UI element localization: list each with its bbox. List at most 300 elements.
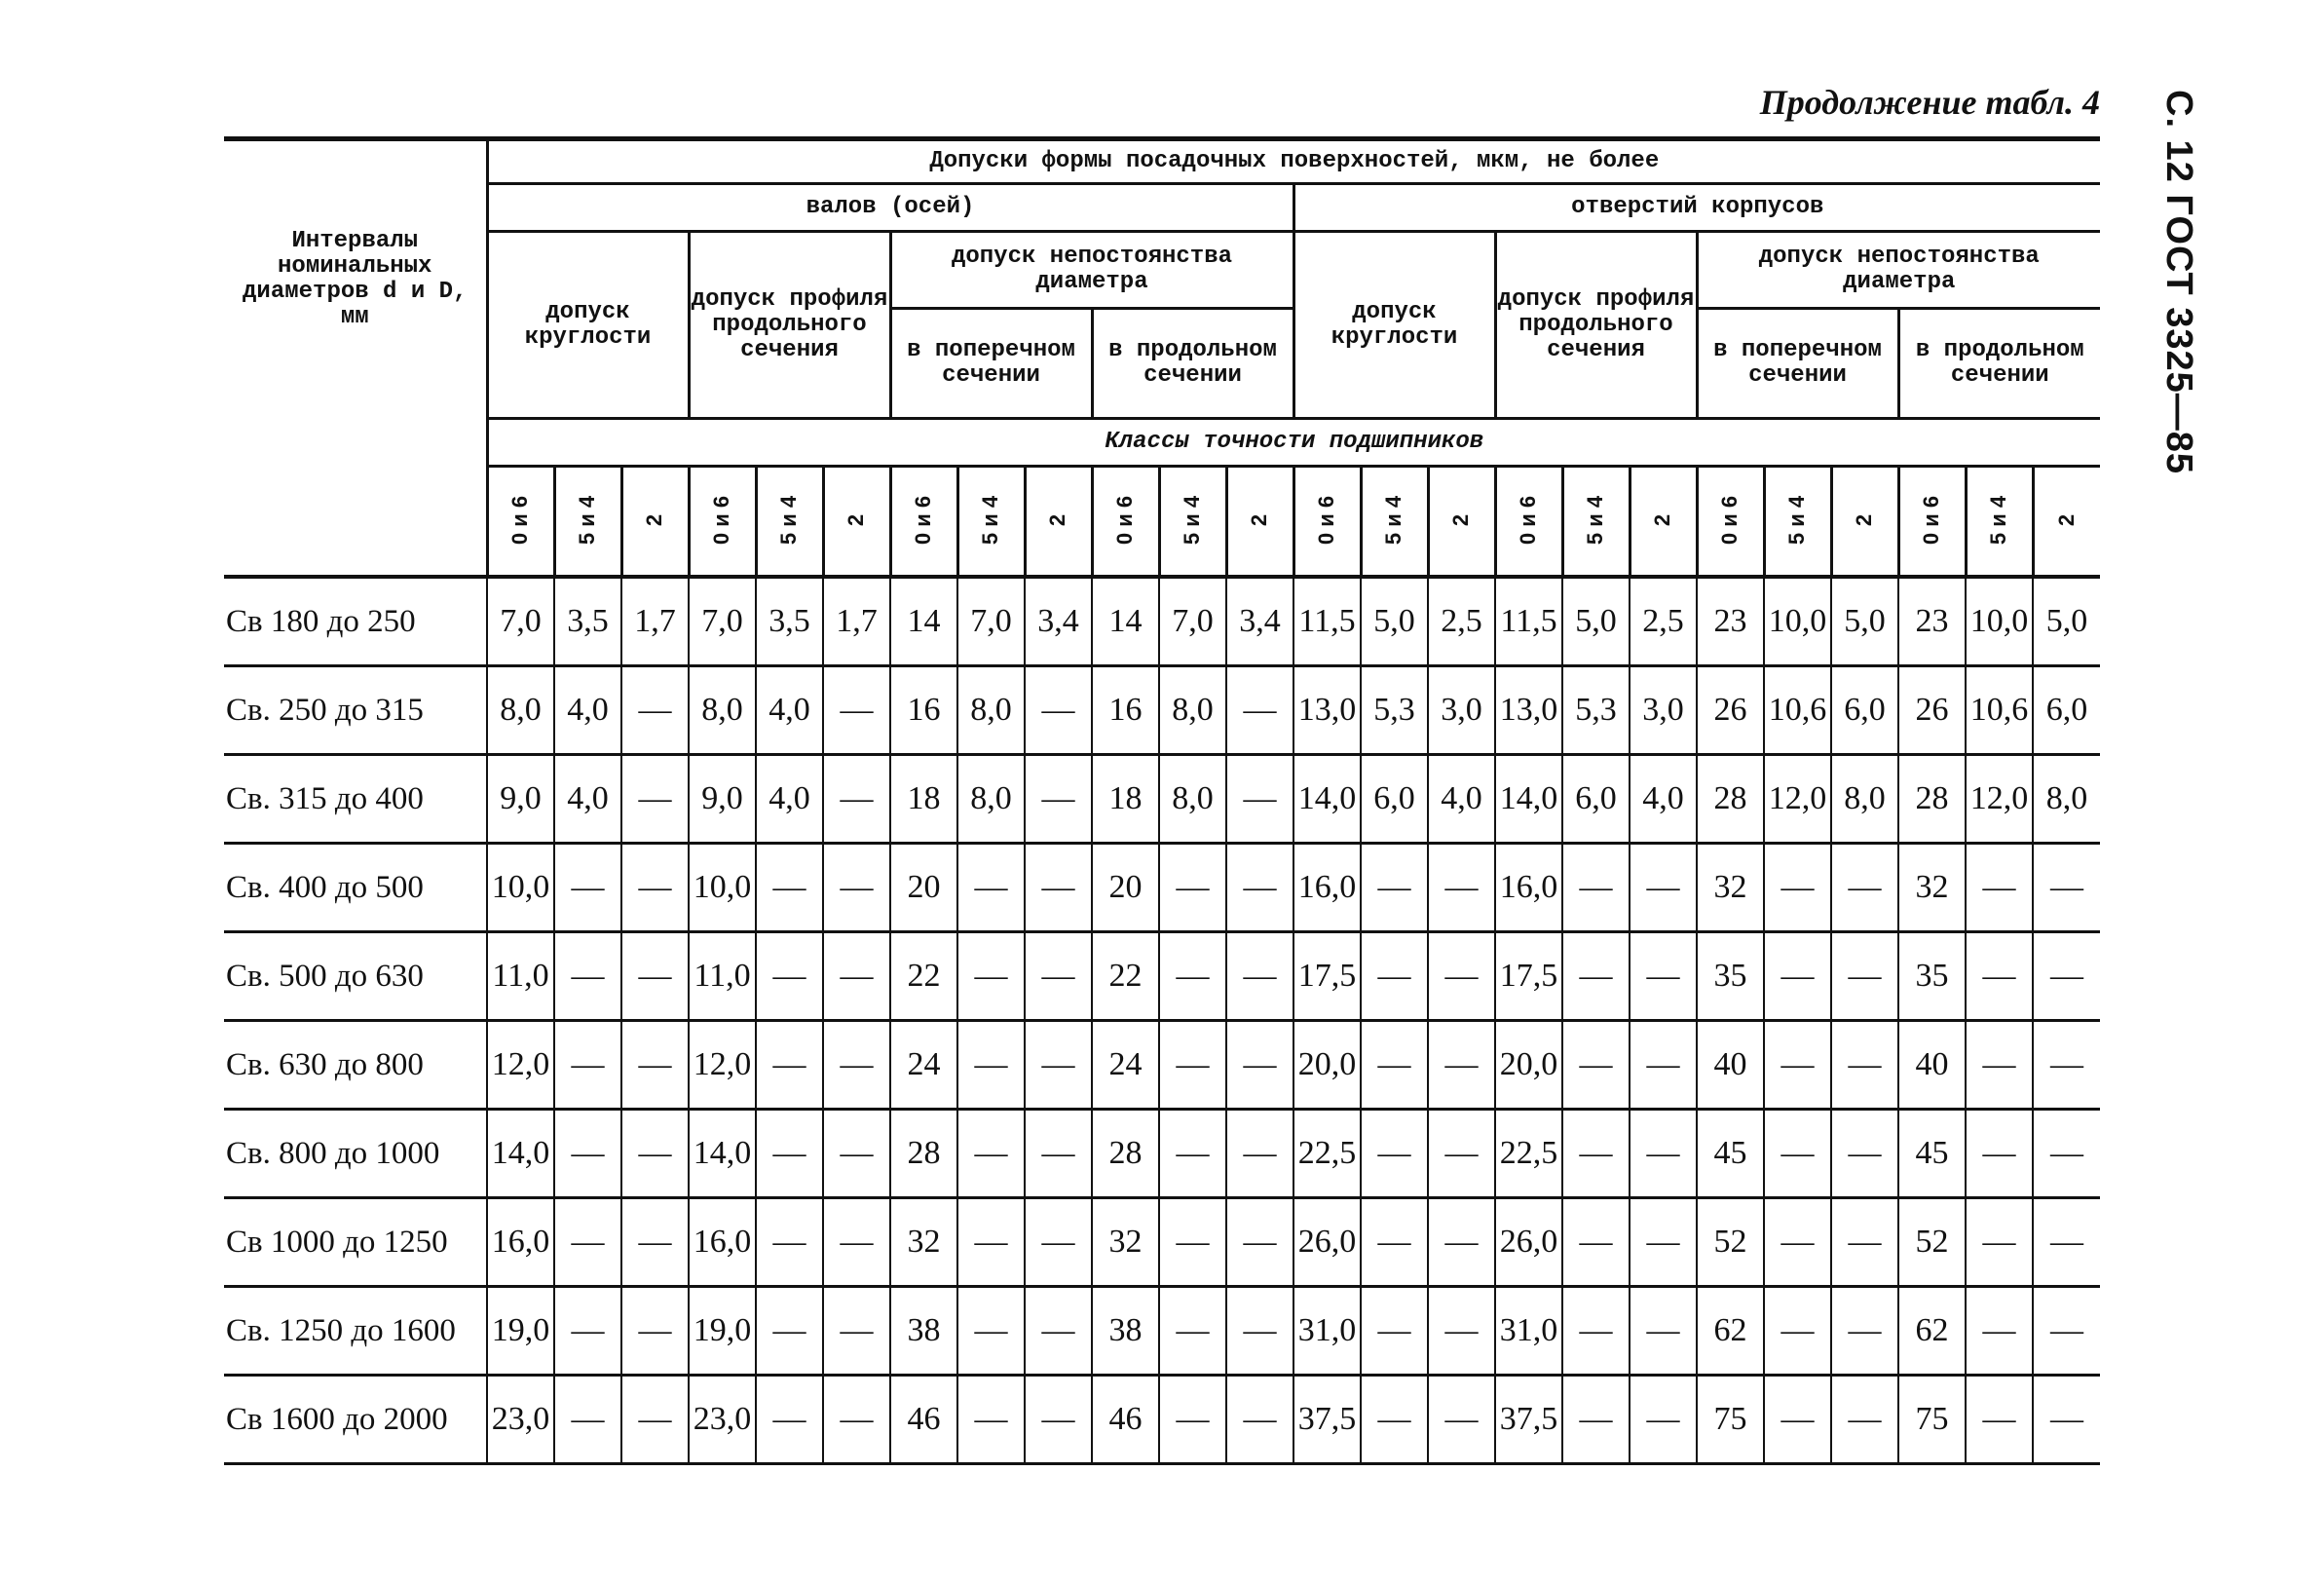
classes-header: Классы точности подшипников <box>487 419 2100 467</box>
table-cell: — <box>1831 1376 1898 1464</box>
table-cell: 28 <box>1898 755 1966 844</box>
table-cell: — <box>823 1110 890 1198</box>
table-cell: — <box>621 755 689 844</box>
table-cell: 18 <box>890 755 957 844</box>
table-cell: 16,0 <box>689 1198 756 1287</box>
hole-roundness-header: допуск круглости <box>1293 232 1495 419</box>
table-cell: 32 <box>1092 1198 1159 1287</box>
table-cell: 6,0 <box>1831 666 1898 755</box>
table-cell: 32 <box>890 1198 957 1287</box>
table-cell: — <box>1966 1376 2033 1464</box>
class-label-cell <box>689 467 756 578</box>
table-cell: 37,5 <box>1293 1376 1361 1464</box>
table-cell: — <box>1025 755 1092 844</box>
row-interval-label: Св. 250 до 315 <box>224 666 487 755</box>
class-label-cell <box>2033 467 2100 578</box>
table-cell: — <box>1159 1376 1226 1464</box>
class-label-cell <box>1697 467 1764 578</box>
table-cell: — <box>1159 1287 1226 1376</box>
table-cell: — <box>957 1198 1025 1287</box>
table-cell: — <box>621 932 689 1021</box>
table-cell: 26,0 <box>1293 1198 1361 1287</box>
table-cell: — <box>1764 844 1831 932</box>
shaft-roundness-header: допуск круглости <box>487 232 689 419</box>
class-label: 0 и 6 <box>709 495 734 546</box>
table-cell: — <box>1159 1198 1226 1287</box>
table-cell: — <box>2033 1110 2100 1198</box>
intervals-spacer <box>224 419 487 467</box>
table-cell: — <box>2033 844 2100 932</box>
table-cell: 18 <box>1092 755 1159 844</box>
table-cell: — <box>756 844 823 932</box>
table-cell: 35 <box>1697 932 1764 1021</box>
table-cell: 20,0 <box>1293 1021 1361 1110</box>
table-cell: — <box>1764 1110 1831 1198</box>
class-label-cell <box>554 467 621 578</box>
table-cell: 10,0 <box>487 844 554 932</box>
table-cell: 46 <box>1092 1376 1159 1464</box>
table-cell: 14 <box>890 577 957 666</box>
table-cell: 26,0 <box>1495 1198 1562 1287</box>
table-cell: 2,5 <box>1630 577 1697 666</box>
table-cell: — <box>1966 1198 2033 1287</box>
table-cell: 4,0 <box>756 666 823 755</box>
class-label: 0 и 6 <box>1314 495 1339 546</box>
table-cell: — <box>554 1376 621 1464</box>
table-cell: 23 <box>1898 577 1966 666</box>
table-cell: — <box>1831 844 1898 932</box>
class-label: 0 и 6 <box>1112 495 1138 546</box>
table-cell: 28 <box>890 1110 957 1198</box>
class-label-cell <box>1562 467 1630 578</box>
table-cell: — <box>1562 932 1630 1021</box>
table-cell: — <box>756 1287 823 1376</box>
class-label-cell <box>621 467 689 578</box>
table-cell: — <box>554 932 621 1021</box>
table-cell: — <box>1562 844 1630 932</box>
shaft-cross-section-header: в поперечном сечении <box>890 309 1092 419</box>
table-cell: 1,7 <box>621 577 689 666</box>
table-cell: 4,0 <box>554 755 621 844</box>
table-cell: 75 <box>1898 1376 1966 1464</box>
table-cell: 11,0 <box>689 932 756 1021</box>
page-side-label: С. 12 ГОСТ 3325—85 <box>2158 90 2199 475</box>
table-cell: 12,0 <box>487 1021 554 1110</box>
table-cell: 6,0 <box>2033 666 2100 755</box>
row-interval-label: Св 180 до 250 <box>224 577 487 666</box>
table-cell: 16,0 <box>1293 844 1361 932</box>
class-label: 2 <box>1448 513 1474 527</box>
table-cell: — <box>1831 1198 1898 1287</box>
class-label: 2 <box>642 513 667 527</box>
table-cell: — <box>1764 1021 1831 1110</box>
table-cell: 37,5 <box>1495 1376 1562 1464</box>
table-cell: — <box>1966 844 2033 932</box>
table-cell: — <box>957 844 1025 932</box>
table-row <box>224 1021 2100 1110</box>
row-interval-label: Св. 315 до 400 <box>224 755 487 844</box>
table-cell: 10,6 <box>1764 666 1831 755</box>
class-label: 0 и 6 <box>507 495 533 546</box>
table-cell: — <box>823 755 890 844</box>
class-label-cell <box>1092 467 1159 578</box>
table-cell: — <box>957 1021 1025 1110</box>
class-label-cell <box>1630 467 1697 578</box>
class-label-cell <box>756 467 823 578</box>
table-cell: — <box>1025 932 1092 1021</box>
table-cell: — <box>554 844 621 932</box>
table-cell: — <box>756 1110 823 1198</box>
table-cell: — <box>1226 1021 1293 1110</box>
table-cell: 46 <box>890 1376 957 1464</box>
row-interval-label: Св. 400 до 500 <box>224 844 487 932</box>
table-cell: 31,0 <box>1293 1287 1361 1376</box>
table-cell: 22 <box>890 932 957 1021</box>
table-cell: 40 <box>1898 1021 1966 1110</box>
table-cell: — <box>1966 932 2033 1021</box>
table-row <box>224 1110 2100 1198</box>
table-cell: — <box>1428 1110 1495 1198</box>
hole-profile-header: допуск профиля продольного сечения <box>1495 232 1697 419</box>
table-cell: — <box>1226 1287 1293 1376</box>
table-cell: 23,0 <box>689 1376 756 1464</box>
table-cell: 3,5 <box>554 577 621 666</box>
table-cell: 7,0 <box>1159 577 1226 666</box>
table-cell: 8,0 <box>487 666 554 755</box>
table-cell: 14,0 <box>1495 755 1562 844</box>
table-cell: 32 <box>1898 844 1966 932</box>
table-cell: — <box>1966 1110 2033 1198</box>
table-cell: — <box>823 1198 890 1287</box>
class-label-cell <box>1831 467 1898 578</box>
table-cell: — <box>1428 1021 1495 1110</box>
class-label-cell <box>1764 467 1831 578</box>
table-cell: — <box>1361 1376 1428 1464</box>
shaft-profile-header: допуск профиля продольного сечения <box>689 232 890 419</box>
table-cell: — <box>1159 844 1226 932</box>
table-cell: — <box>1764 932 1831 1021</box>
class-label: 0 и 6 <box>911 495 936 546</box>
table-cell: 11,0 <box>487 932 554 1021</box>
table-cell: — <box>1025 1376 1092 1464</box>
class-label-cell <box>487 467 554 578</box>
table-row <box>224 666 2100 755</box>
table-cell: 24 <box>890 1021 957 1110</box>
table-cell: 1,7 <box>823 577 890 666</box>
table-cell: — <box>1562 1198 1630 1287</box>
table-cell: — <box>554 1110 621 1198</box>
table-cell: 17,5 <box>1495 932 1562 1021</box>
table-cell: — <box>1025 1021 1092 1110</box>
table-cell: — <box>823 1287 890 1376</box>
row-interval-label: Св 1600 до 2000 <box>224 1376 487 1464</box>
table-cell: 16,0 <box>487 1198 554 1287</box>
table-cell: 20,0 <box>1495 1021 1562 1110</box>
table-cell: 10,0 <box>1764 577 1831 666</box>
class-label: 5 и 4 <box>1180 495 1205 546</box>
table-cell: — <box>1562 1376 1630 1464</box>
table-cell: 22,5 <box>1293 1110 1361 1198</box>
table-cell: — <box>1562 1021 1630 1110</box>
class-label-cell <box>1898 467 1966 578</box>
table-cell: 16 <box>1092 666 1159 755</box>
table-cell: — <box>1226 666 1293 755</box>
class-label: 0 и 6 <box>1516 495 1541 546</box>
class-label: 5 и 4 <box>978 495 1003 546</box>
table-cell: 38 <box>1092 1287 1159 1376</box>
class-label: 5 и 4 <box>1381 495 1406 546</box>
shaft-long-section-header: в продольном сечении <box>1092 309 1293 419</box>
table-cell: — <box>2033 1376 2100 1464</box>
table-cell: — <box>1361 1198 1428 1287</box>
table-cell: 10,0 <box>689 844 756 932</box>
table-cell: — <box>1428 1376 1495 1464</box>
table-cell: 24 <box>1092 1021 1159 1110</box>
table-row <box>224 577 2100 666</box>
table-cell: 26 <box>1697 666 1764 755</box>
table-cell: 52 <box>1898 1198 1966 1287</box>
table-cell: 12,0 <box>1966 755 2033 844</box>
table-cell: 7,0 <box>689 577 756 666</box>
table-cell: — <box>1831 1110 1898 1198</box>
main-header: Допуски формы посадочных поверхностей, мкм, не более <box>487 139 2100 184</box>
table-cell: — <box>1025 1287 1092 1376</box>
table-cell: 14,0 <box>689 1110 756 1198</box>
class-label: 0 и 6 <box>1717 495 1743 546</box>
table-cell: 19,0 <box>487 1287 554 1376</box>
class-label-cell <box>1159 467 1226 578</box>
class-label-cell <box>1025 467 1092 578</box>
table-cell: 5,0 <box>1361 577 1428 666</box>
table-cell: — <box>1361 932 1428 1021</box>
table-row <box>224 755 2100 844</box>
table-cell: 9,0 <box>487 755 554 844</box>
table-row <box>224 1198 2100 1287</box>
table-cell: 38 <box>890 1287 957 1376</box>
class-label: 2 <box>1247 513 1272 527</box>
table-cell: 45 <box>1697 1110 1764 1198</box>
class-label-cell <box>1361 467 1428 578</box>
table-cell: — <box>1428 844 1495 932</box>
table-cell: 13,0 <box>1495 666 1562 755</box>
table-cell: 2,5 <box>1428 577 1495 666</box>
table-cell: 52 <box>1697 1198 1764 1287</box>
table-cell: — <box>957 1376 1025 1464</box>
table-cell: 12,0 <box>689 1021 756 1110</box>
table-cell: — <box>823 844 890 932</box>
table-cell: — <box>823 1376 890 1464</box>
table-cell: 3,0 <box>1630 666 1697 755</box>
table-cell: 7,0 <box>487 577 554 666</box>
class-label-cell <box>1428 467 1495 578</box>
table-cell: — <box>1630 1376 1697 1464</box>
hole-cross-section-header: в поперечном сечении <box>1697 309 1898 419</box>
table-cell: 5,3 <box>1562 666 1630 755</box>
table-cell: — <box>1630 932 1697 1021</box>
class-labels-row <box>224 467 2100 578</box>
table-cell: 22,5 <box>1495 1110 1562 1198</box>
table-cell: 22 <box>1092 932 1159 1021</box>
table-cell: — <box>2033 1287 2100 1376</box>
table-cell: 28 <box>1092 1110 1159 1198</box>
intervals-spacer <box>224 467 487 578</box>
table-cell: 17,5 <box>1293 932 1361 1021</box>
class-label-cell <box>1966 467 2033 578</box>
table-cell: 62 <box>1898 1287 1966 1376</box>
class-label: 0 и 6 <box>1919 495 1944 546</box>
table-cell: 3,5 <box>756 577 823 666</box>
table-cell: 5,3 <box>1361 666 1428 755</box>
table-cell: 8,0 <box>957 755 1025 844</box>
row-interval-label: Св. 630 до 800 <box>224 1021 487 1110</box>
table-cell: 11,5 <box>1293 577 1361 666</box>
table-cell: — <box>1226 844 1293 932</box>
table-cell: — <box>1428 1198 1495 1287</box>
hole-variation-header: допуск непостоянства диаметра <box>1697 232 2100 309</box>
table-cell: — <box>1630 1198 1697 1287</box>
table-cell: — <box>1226 1198 1293 1287</box>
class-label-cell <box>823 467 890 578</box>
table-cell: — <box>1630 1110 1697 1198</box>
table-cell: — <box>554 1021 621 1110</box>
table-cell: 14 <box>1092 577 1159 666</box>
table-cell: — <box>1630 1287 1697 1376</box>
table-cell: — <box>1226 755 1293 844</box>
table-cell: 23,0 <box>487 1376 554 1464</box>
table-cell: 12,0 <box>1764 755 1831 844</box>
table-cell: 4,0 <box>1630 755 1697 844</box>
class-label: 5 и 4 <box>1784 495 1810 546</box>
table-cell: — <box>1831 1021 1898 1110</box>
table-cell: — <box>1831 932 1898 1021</box>
class-label-cell <box>957 467 1025 578</box>
table-cell: 9,0 <box>689 755 756 844</box>
table-cell: 20 <box>890 844 957 932</box>
table-cell: 5,0 <box>1562 577 1630 666</box>
table-cell: — <box>1226 1376 1293 1464</box>
table-cell: — <box>1966 1287 2033 1376</box>
continuation-title: Продолжение табл. 4 <box>1759 83 2100 122</box>
table-cell: 8,0 <box>957 666 1025 755</box>
table-cell: — <box>1159 1021 1226 1110</box>
table-cell: — <box>621 1021 689 1110</box>
table-cell: 40 <box>1697 1021 1764 1110</box>
table-cell: — <box>1630 844 1697 932</box>
table-cell: — <box>554 1198 621 1287</box>
table-cell: — <box>756 1376 823 1464</box>
table-cell: — <box>1831 1287 1898 1376</box>
table-cell: 62 <box>1697 1287 1764 1376</box>
hole-long-section-header: в продольном сечении <box>1898 309 2100 419</box>
table-cell: — <box>1361 1021 1428 1110</box>
class-label: 5 и 4 <box>1986 495 2011 546</box>
table-cell: — <box>1025 1110 1092 1198</box>
table-cell: 10,6 <box>1966 666 2033 755</box>
table-cell: — <box>823 666 890 755</box>
table-cell: — <box>621 1198 689 1287</box>
table-cell: — <box>756 932 823 1021</box>
shaft-variation-header: допуск непостоянства диаметра <box>890 232 1293 309</box>
table-row <box>224 1376 2100 1464</box>
table-row <box>224 932 2100 1021</box>
table-cell: 10,0 <box>1966 577 2033 666</box>
table-cell: — <box>957 932 1025 1021</box>
table-row <box>224 1287 2100 1376</box>
class-label: 5 и 4 <box>1583 495 1608 546</box>
table-cell: — <box>621 666 689 755</box>
table-cell: — <box>823 1021 890 1110</box>
table-cell: — <box>957 1287 1025 1376</box>
table-cell: 7,0 <box>957 577 1025 666</box>
table-cell: 16,0 <box>1495 844 1562 932</box>
table-cell: — <box>2033 1021 2100 1110</box>
table-cell: — <box>1025 844 1092 932</box>
table-cell: — <box>621 1110 689 1198</box>
class-label: 2 <box>843 513 869 527</box>
table-cell: 3,4 <box>1226 577 1293 666</box>
table-cell: 31,0 <box>1495 1287 1562 1376</box>
table-cell: 8,0 <box>689 666 756 755</box>
class-label: 2 <box>1852 513 1877 527</box>
table-cell: 28 <box>1697 755 1764 844</box>
tolerance-table-container <box>224 136 2100 1481</box>
table-cell: — <box>621 1376 689 1464</box>
table-cell: 23 <box>1697 577 1764 666</box>
table-cell: 6,0 <box>1361 755 1428 844</box>
table-cell: — <box>2033 1198 2100 1287</box>
table-cell: 14,0 <box>487 1110 554 1198</box>
table-cell: — <box>957 1110 1025 1198</box>
table-cell: 35 <box>1898 932 1966 1021</box>
table-cell: 20 <box>1092 844 1159 932</box>
class-label: 5 и 4 <box>575 495 600 546</box>
table-cell: 32 <box>1697 844 1764 932</box>
row-interval-label: Св. 1250 до 1600 <box>224 1287 487 1376</box>
table-cell: 14,0 <box>1293 755 1361 844</box>
table-cell: — <box>1562 1287 1630 1376</box>
row-interval-label: Св 1000 до 1250 <box>224 1198 487 1287</box>
table-cell: 3,0 <box>1428 666 1495 755</box>
table-cell: 4,0 <box>554 666 621 755</box>
table-cell: — <box>2033 932 2100 1021</box>
table-cell: 8,0 <box>1159 755 1226 844</box>
table-cell: 16 <box>890 666 957 755</box>
table-cell: — <box>1361 844 1428 932</box>
table-cell: — <box>1764 1376 1831 1464</box>
table-row <box>224 844 2100 932</box>
table-cell: — <box>1226 932 1293 1021</box>
intervals-header: Интервалы номинальных диаметров d и D, мм <box>224 139 487 419</box>
table-cell: — <box>1562 1110 1630 1198</box>
table-cell: — <box>1630 1021 1697 1110</box>
table-cell: — <box>621 1287 689 1376</box>
table-cell: — <box>1025 1198 1092 1287</box>
table-cell: — <box>621 844 689 932</box>
table-cell: 8,0 <box>1159 666 1226 755</box>
class-label-cell <box>1495 467 1562 578</box>
table-cell: — <box>1428 932 1495 1021</box>
table-cell: 75 <box>1697 1376 1764 1464</box>
table-cell: — <box>1361 1110 1428 1198</box>
table-cell: 5,0 <box>1831 577 1898 666</box>
table-cell: — <box>756 1021 823 1110</box>
table-cell: — <box>1966 1021 2033 1110</box>
table-cell: 26 <box>1898 666 1966 755</box>
table-body <box>224 577 2100 1464</box>
class-label: 2 <box>2054 513 2080 527</box>
group-shafts-header: валов (осей) <box>487 184 1293 232</box>
table-cell: 8,0 <box>1831 755 1898 844</box>
